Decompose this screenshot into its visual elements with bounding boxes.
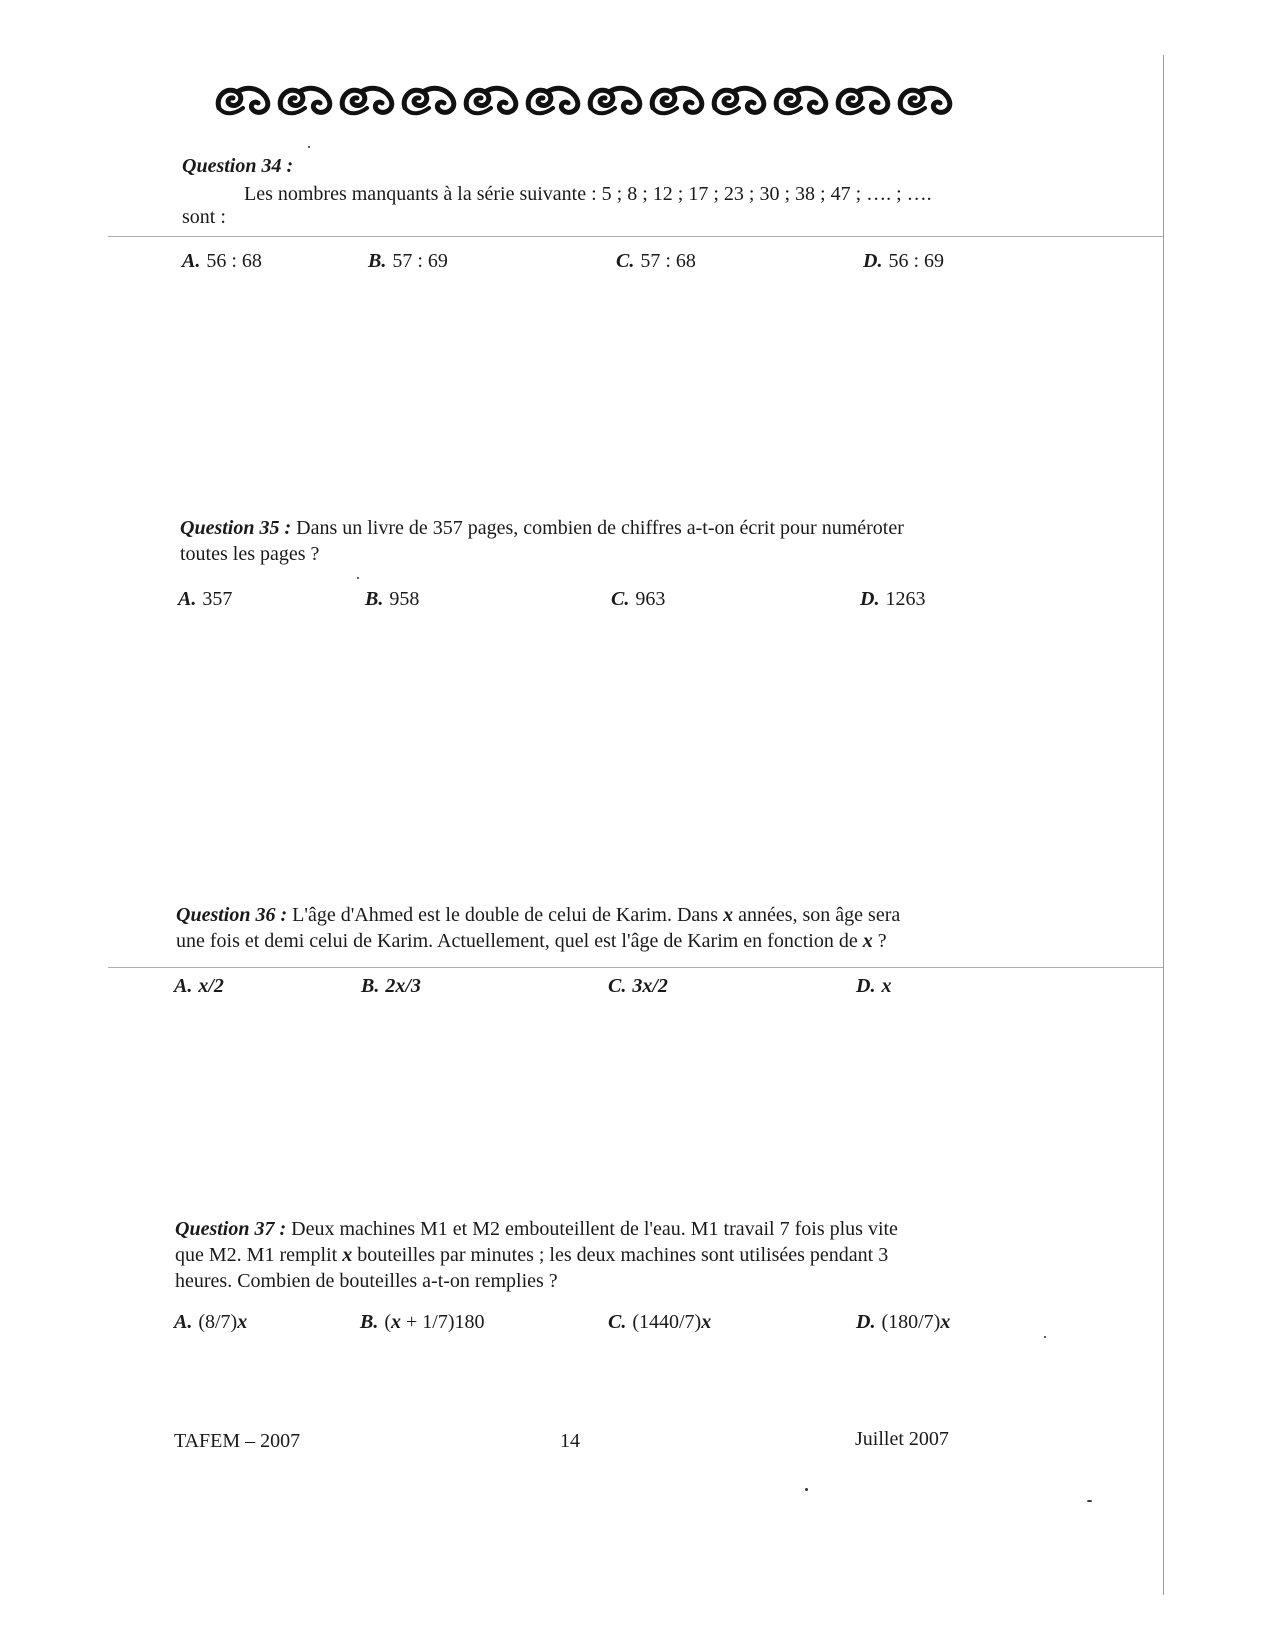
question-37: Question 37 : Deux machines M1 et M2 embouteillent de l'eau. M1 travail 7 fois plus vite que M2. M1 remplit x bouteilles par minutes ; les deux machines sont utilisées pendant 3 heures. Combien de bouteilles a-t-on remplies ? bbox=[175, 1218, 898, 1292]
footer-date: Juillet 2007 bbox=[855, 1428, 949, 1450]
scroll-ornament-icon bbox=[709, 78, 769, 122]
option-a: A. 56 : 68 bbox=[182, 250, 262, 272]
question-label: Question 35 : bbox=[180, 517, 292, 539]
option-b: B. 57 : 69 bbox=[368, 250, 448, 272]
footer-left: TAFEM – 2007 bbox=[174, 1430, 301, 1452]
question-35 bbox=[180, 515, 980, 567]
variable-x: x bbox=[342, 1244, 353, 1266]
variable-x: x bbox=[723, 904, 734, 926]
scan-speck bbox=[357, 577, 359, 579]
option-b: B. 958 bbox=[365, 588, 420, 610]
decorative-scroll-border bbox=[213, 78, 955, 122]
question-text: Dans un livre de 357 pages, combien de chiffres a-t-on écrit pour numéroter bbox=[296, 517, 904, 539]
question-label: Question 36 : bbox=[176, 904, 288, 926]
option-a: A. x/2 bbox=[174, 975, 224, 997]
scroll-ornament-icon bbox=[461, 78, 521, 122]
scan-speck bbox=[1044, 1336, 1046, 1338]
scroll-ornament-icon bbox=[523, 78, 583, 122]
question-label: Question 37 : bbox=[175, 1218, 287, 1240]
option-a: A. (8/7)x bbox=[174, 1311, 248, 1333]
question-36: Question 36 : L'âge d'Ahmed est le double de celui de Karim. Dans x années, son âge sera une fois et demi celui de Karim. Actuellement, quel est l'âge de Karim en fonction de x ? bbox=[176, 904, 901, 952]
scroll-ornament-icon bbox=[213, 78, 273, 122]
option-d: D. 56 : 69 bbox=[863, 250, 945, 272]
scroll-ornament-icon bbox=[585, 78, 645, 122]
question-text: Les nombres manquants à la série suivante : 5 ; 8 ; 12 ; 17 ; 23 ; 30 ; 38 ; 47 ; …. ; …. bbox=[244, 183, 932, 205]
option-b: B. 2x/3 bbox=[361, 975, 421, 997]
variable-x: x bbox=[862, 930, 873, 952]
option-b: B. (x + 1/7)180 bbox=[360, 1311, 485, 1333]
option-c: C. 963 bbox=[611, 588, 666, 610]
scroll-ornament-icon bbox=[647, 78, 707, 122]
page-number: 14 bbox=[560, 1430, 580, 1452]
scroll-ornament-icon bbox=[399, 78, 459, 122]
option-c: C. (1440/7)x bbox=[608, 1311, 712, 1333]
option-d: D. x bbox=[856, 975, 892, 997]
scroll-ornament-icon bbox=[771, 78, 831, 122]
question-label: Question 34 : bbox=[182, 155, 294, 177]
question-text-continued: toutes les pages ? bbox=[180, 543, 320, 565]
option-c: C. 3x/2 bbox=[608, 975, 668, 997]
scroll-ornament-icon bbox=[275, 78, 335, 122]
question-34 bbox=[182, 153, 932, 207]
option-a: A. 357 bbox=[178, 588, 233, 610]
scroll-ornament-icon bbox=[895, 78, 955, 122]
option-d: D. 1263 bbox=[860, 588, 926, 610]
question-text-continued: sont : bbox=[182, 206, 226, 228]
scan-speck bbox=[1087, 1500, 1092, 1502]
option-d: D. (180/7)x bbox=[856, 1311, 951, 1333]
separator-line bbox=[108, 967, 1163, 968]
scan-speck bbox=[805, 1488, 808, 1491]
scroll-ornament-icon bbox=[337, 78, 397, 122]
scan-speck bbox=[308, 146, 310, 148]
scroll-ornament-icon bbox=[833, 78, 893, 122]
separator-line bbox=[108, 236, 1163, 237]
right-margin-rule bbox=[1163, 55, 1164, 1595]
option-c: C. 57 : 68 bbox=[616, 250, 696, 272]
